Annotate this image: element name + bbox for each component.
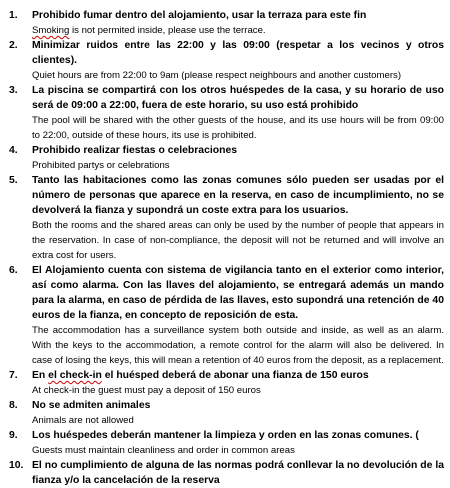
rule-spanish-text: El Alojamiento cuenta con sistema de vigilancia tanto en el exterior como interior, así como alarma. Con las llaves del alojamiento, se entregará además un mando para la alarma, en caso de pérdida de las llaves, esto supondrá una retención de 40 euros de la fianza, en concepto de reposición de esta.	[32, 265, 444, 321]
rule-english-text: The pool will be shared with the other guests of the house, and its use hours will be from 09:00 to 22:00, outside of these hours, its use is prohibited.	[32, 115, 444, 141]
rule-english-text-rest: is not permited inside, please use the terrace.	[69, 25, 266, 36]
rule-number: 3.	[9, 85, 18, 96]
rule-number: 8.	[9, 400, 18, 411]
rule-number: 1.	[9, 10, 18, 21]
rule-english-text: Animals are not allowed	[32, 415, 134, 426]
rule-spanish-text: Minimizar ruidos entre las 22:00 y las 09:00 (respetar a los vecinos y otros clientes).	[32, 40, 444, 66]
rule-english-text	[32, 23, 444, 38]
rule-english-text: Guests must maintain cleanliness and order in common areas	[32, 445, 295, 456]
rule-number: 9.	[9, 430, 18, 441]
rule-english-text: The accommodation has a surveillance system both outside and inside, as well as an alarm. With the keys to the accommodation, a remote control for the alarm will also be delivered. In case of losing the keys, this will mean a retention of 40 euros from the deposit, as a replacement.	[32, 325, 444, 366]
rule-number: 6.	[9, 265, 18, 276]
rule-item-1	[0, 8, 444, 38]
spellcheck-underline: Smoking	[32, 25, 70, 36]
rule-spanish-text: Tanto las habitaciones como las zonas comunes sólo pueden ser usadas por el número de personas que aparece en la reserva, en caso de incumplimiento, no se devolverá la fianza y supondrá un coste extra para los usuarios.	[32, 175, 444, 216]
rule-spanish-text: Prohibido fumar dentro del alojamiento, usar la terraza para este fin	[32, 10, 367, 21]
rule-english-text: Quiet hours are from 22:00 to 9am (please respect neighbours and another customers)	[32, 70, 402, 81]
rule-spanish-text-rest: el huésped deberá de abonar una fianza de 150 euros	[101, 370, 369, 381]
rule-spanish-text: El no cumplimiento de alguna de las normas podrá conllevar la no devolución de la fianza y/o la cancelación de la reserva	[32, 460, 444, 486]
rule-spanish-text: No se admiten animales	[32, 400, 151, 411]
rule-spanish-text-start: En	[32, 370, 49, 381]
rule-spanish-text	[32, 368, 444, 383]
rule-item-7	[0, 368, 444, 398]
rule-item-9	[0, 428, 444, 458]
rule-english-text: Prohibited partys or celebrations	[32, 160, 170, 171]
rule-spanish-text: Los huéspedes deberán mantener la limpieza y orden en las zonas comunes. (	[32, 430, 419, 441]
spellcheck-underline: el check-in	[48, 370, 102, 381]
rule-number: 10.	[9, 460, 24, 471]
rule-item-2	[0, 38, 444, 83]
rule-english-text: At check-in the guest must pay a deposit of 150 euros	[32, 385, 261, 396]
rule-number: 5.	[9, 175, 18, 186]
rule-item-10	[0, 458, 444, 488]
rule-item-4	[0, 143, 444, 173]
rule-number: 7.	[9, 370, 18, 381]
rule-spanish-text: Prohibido realizar fiestas o celebraciones	[32, 145, 238, 156]
rule-item-8	[0, 398, 444, 428]
rule-number: 4.	[9, 145, 18, 156]
rule-item-6	[0, 263, 444, 368]
rule-english-text: Both the rooms and the shared areas can only be used by the number of people that appears in the reservation. In case of non-compliance, the deposit will not be returned and will involve an extra cost for users.	[32, 220, 444, 261]
rule-item-3	[0, 83, 444, 143]
rule-item-5	[0, 173, 444, 263]
rule-spanish-text: La piscina se compartirá con los otros huéspedes de la casa, y su horario de uso será de 09:00 a 22:00, fuera de este horario, su uso está prohibido	[32, 85, 444, 111]
rule-number: 2.	[9, 40, 18, 51]
